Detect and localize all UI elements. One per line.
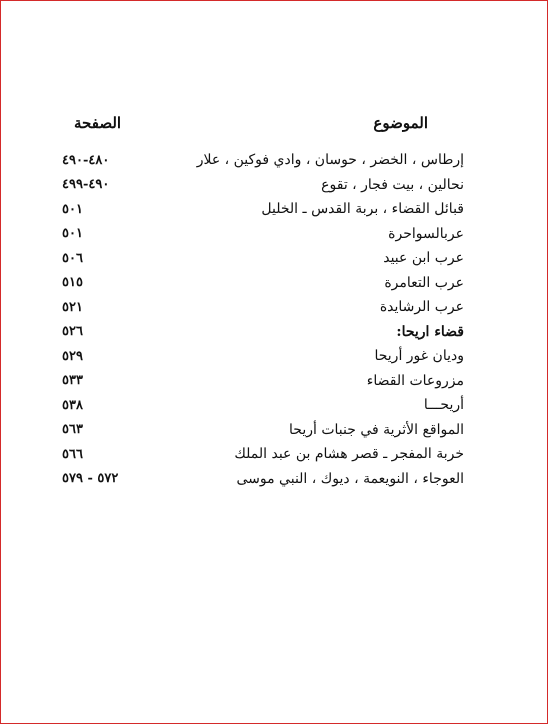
toc-row (62, 246, 464, 271)
toc-topic: عرب ابن عبيد (383, 250, 464, 267)
toc-rows (62, 148, 464, 491)
toc-row (62, 222, 464, 247)
toc-topic: قضاء اريحا: (396, 323, 464, 340)
toc-topic: عرب التعامرة (384, 274, 464, 291)
toc-topic: إرطاس ، الخضر ، حوسان ، وادي فوكين ، علار (196, 152, 464, 169)
toc-page-number: ٥٦٦ (62, 446, 83, 462)
toc-page-number: ٥٠١ (62, 201, 83, 217)
toc-page-number: ٥٣٣ (62, 373, 83, 389)
toc-page-number: ٥٧٢ - ٥٧٩ (62, 471, 119, 487)
page-column-header: الصفحة (74, 114, 122, 132)
toc-page-number: ٤٩٠-٤٩٩ (62, 177, 110, 193)
toc-row (62, 418, 464, 443)
toc-topic: العوجاء ، النويعمة ، ديوك ، النبي موسى (236, 470, 464, 487)
toc-row (62, 393, 464, 418)
toc-topic: نحالين ، بيت فجار ، تقوع (321, 176, 464, 193)
toc-row (62, 173, 464, 198)
toc-page-number: ٥٢٩ (62, 348, 83, 364)
toc-topic: قبائل القضاء ، بربة القدس ـ الخليل (261, 201, 464, 218)
toc-page-number: ٥٢٦ (62, 324, 83, 340)
toc-topic: وديان غور أريحا (374, 348, 464, 365)
toc-topic: خربة المفجر ـ قصر هشام بن عبد الملك (234, 446, 464, 463)
toc-row (62, 344, 464, 369)
toc-row (62, 467, 464, 492)
toc-page-number: ٥٠٦ (62, 250, 83, 266)
toc-page-number: ٥٢١ (62, 299, 83, 315)
toc-row (62, 295, 464, 320)
toc-page-number: ٥٠١ (62, 226, 83, 242)
toc-topic: مزروعات القضاء (366, 372, 464, 389)
toc-page-number: ٥٦٣ (62, 422, 83, 438)
toc-page-number: ٥١٥ (62, 275, 83, 291)
toc-row (62, 271, 464, 296)
toc-topic: عرب الرشايدة (379, 299, 464, 316)
toc-page-number: ٤٨٠-٤٩٠ (62, 152, 110, 168)
toc-page-number: ٥٣٨ (62, 397, 83, 413)
toc-row (62, 442, 464, 467)
topic-column-header: الموضوع (373, 114, 428, 132)
toc-topic: عربالسواحرة (388, 225, 464, 242)
toc-header (62, 114, 464, 148)
toc-topic: المواقع الأثرية في جنبات أريحا (289, 421, 464, 438)
table-of-contents (62, 114, 464, 491)
toc-topic: أريحـــا (423, 397, 464, 414)
toc-row (62, 148, 464, 173)
toc-row (62, 197, 464, 222)
toc-row (62, 369, 464, 394)
toc-row (62, 320, 464, 345)
